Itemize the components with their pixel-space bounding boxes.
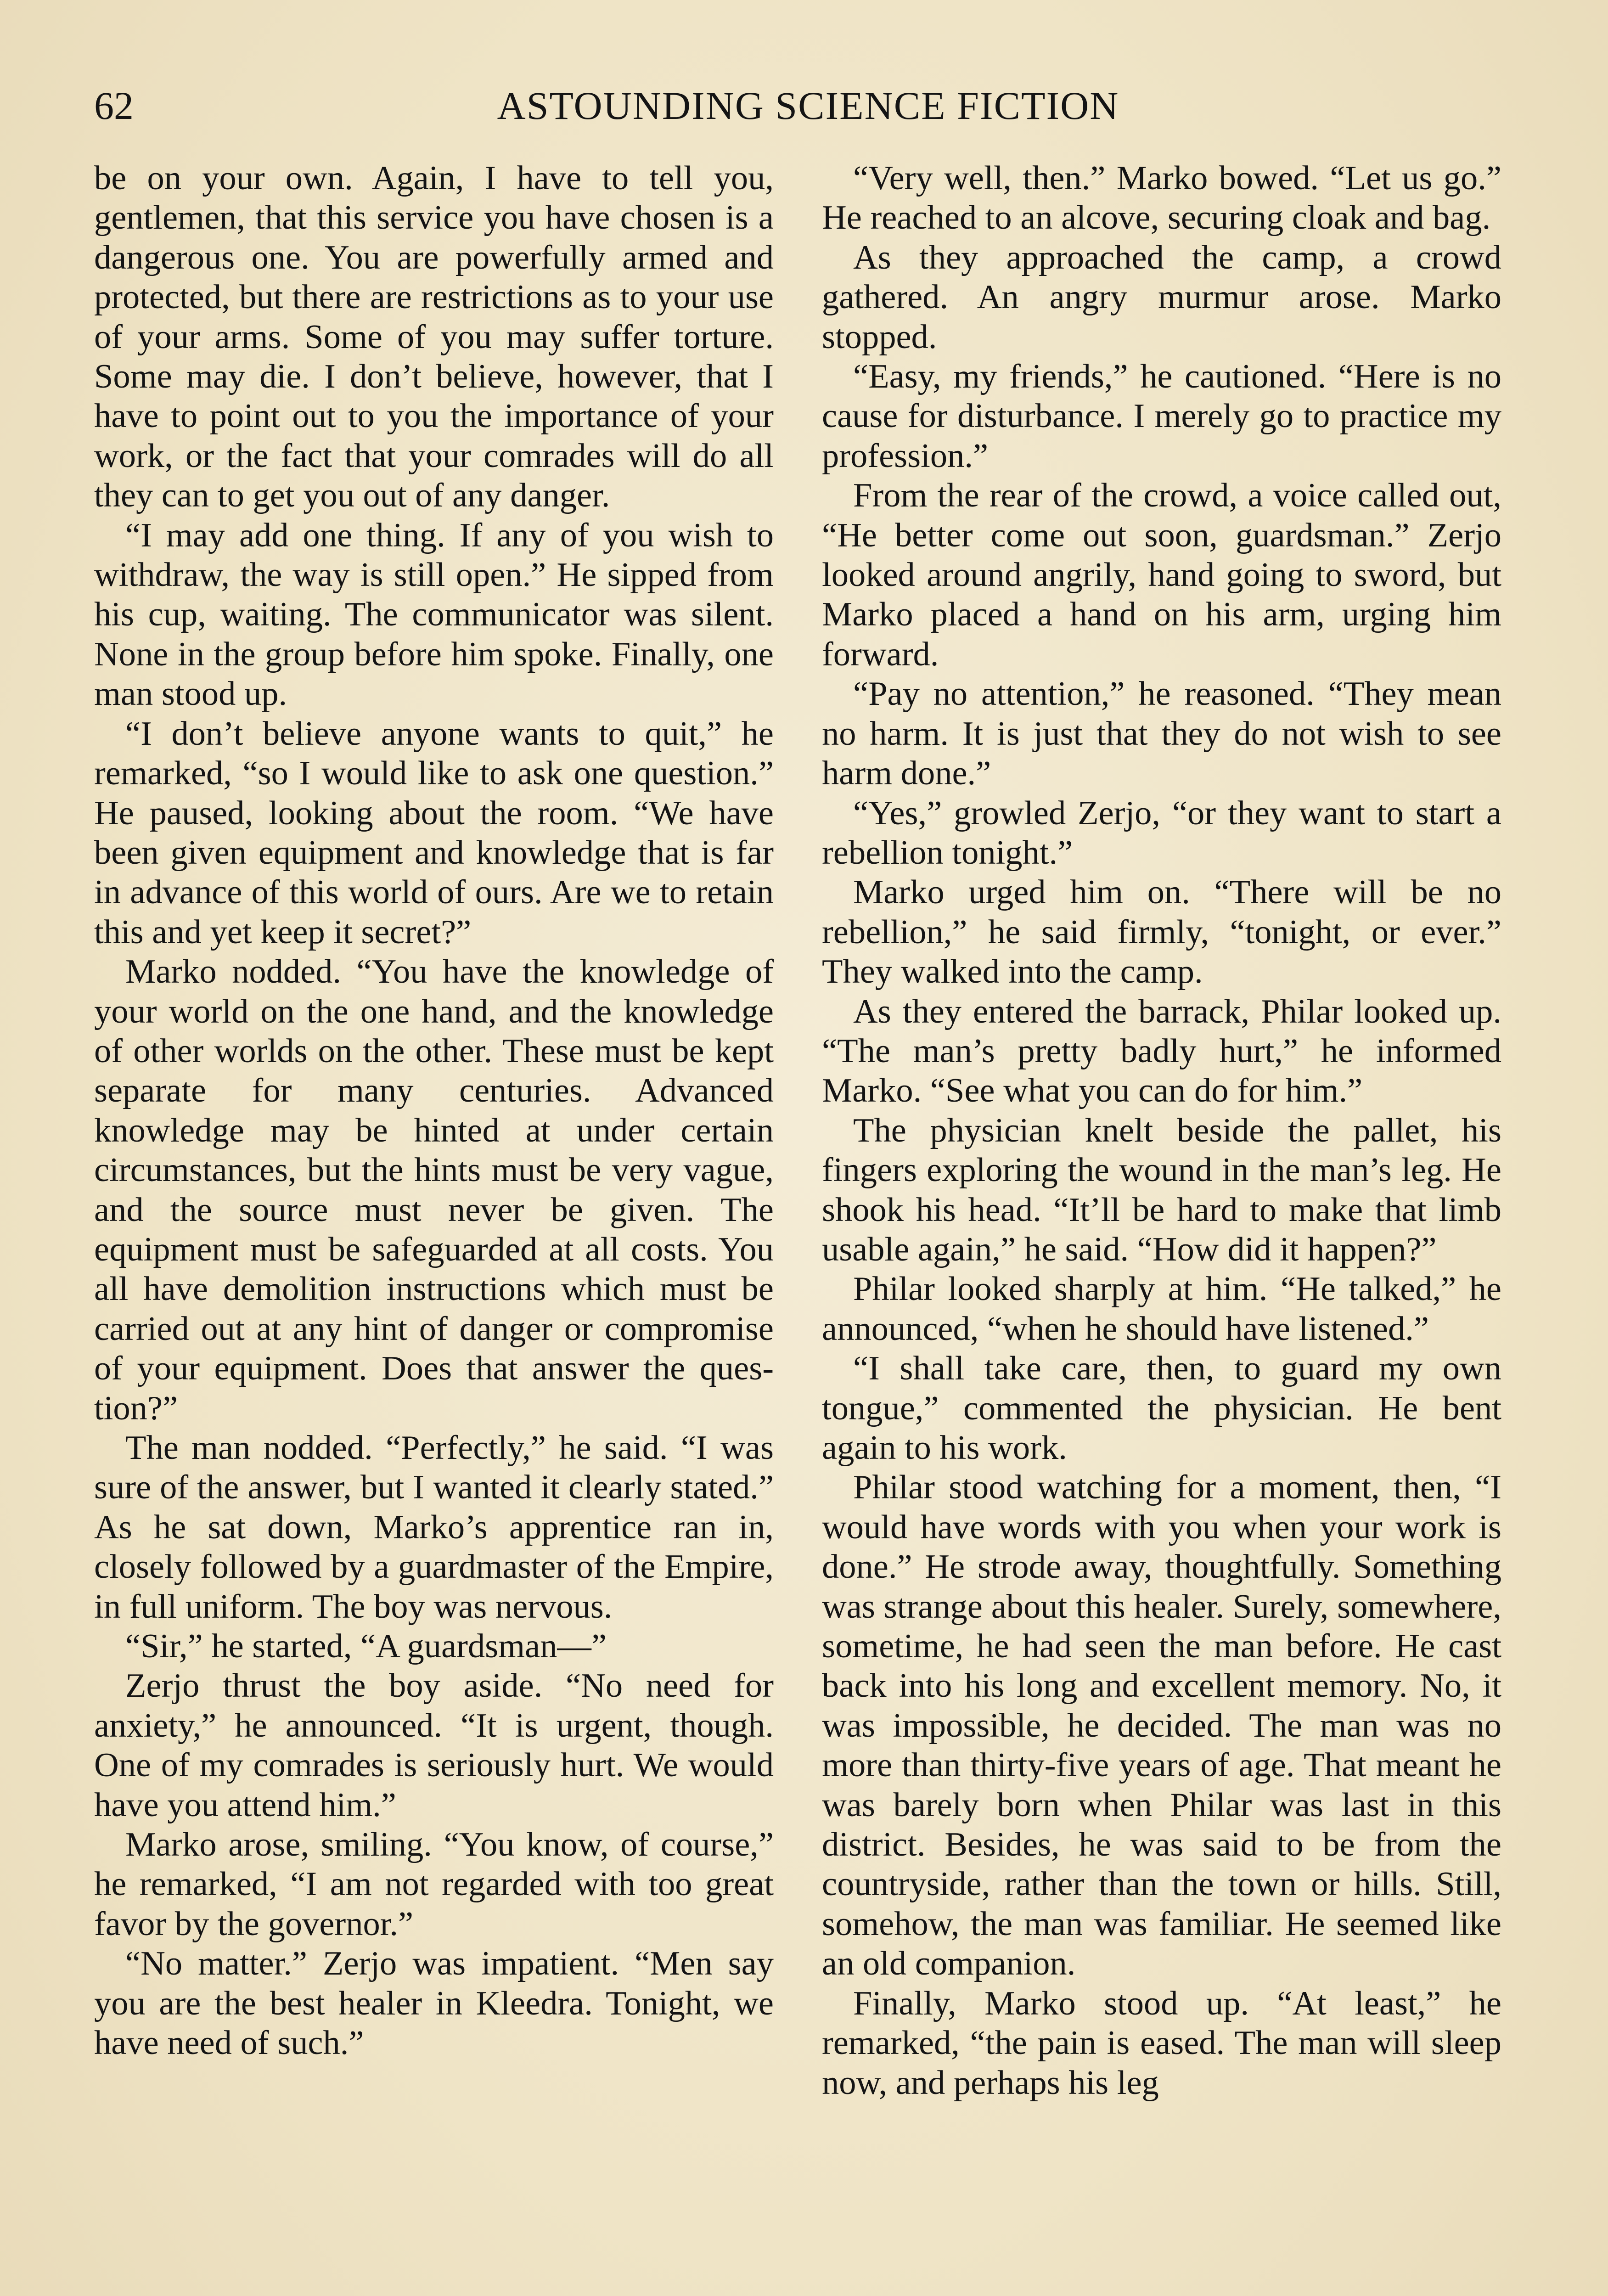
paragraph: “I don’t believe anyone wants to quit,” he remarked, “so I would like to ask one question.” He paused, looking about the room. “We have been given equipment and knowledge that is far in advance of this world of ours. Are we to retain this and yet keep it secret?”	[94, 715, 774, 951]
right-text-column	[822, 158, 1501, 2103]
paragraph: “I shall take care, then, to guard my own tongue,” commented the physician. He bent again to his work.	[822, 1350, 1501, 1467]
paragraph: From the rear of the crowd, a voice called out, “He better come out soon, guardsman.” Zerjo looked around angrily, hand going to sword, but Marko placed a hand on his arm, urging him forward.	[822, 477, 1501, 673]
paragraph: “Easy, my friends,” he cautioned. “Here is no cause for disturbance. I merely go to practice my profession.”	[822, 358, 1501, 475]
paragraph: Philar stood watching for a moment, then, “I would have words with you when your work is done.” He strode away, thoughtfully. Something was strange about this healer. Surely, somewhere, sometime, he had seen the man before. He cast back into his long and excellent memory. No, it was impossible, he decided. The man was no more than thirty-five years of age. That meant he was barely born when Philar was last in this district. Besides, he was said to be from the countryside, rather than the town or hills. Still, somehow, the man was familiar. He seemed like an old companion.	[822, 1469, 1501, 1983]
left-text-column	[94, 158, 774, 2063]
paragraph: “No matter.” Zerjo was impatient. “Men say you are the best healer in Kleedra. Tonight, we have need of such.”	[94, 1945, 774, 2062]
paragraph: Marko urged him on. “There will be no rebellion,” he said firmly, “tonight, or ever.” They walked into the camp.	[822, 873, 1501, 991]
paragraph: The man nodded. “Perfectly,” he said. “I was sure of the answer, but I wanted it clearly stated.” As he sat down, Marko’s apprentice ran in, closely followed by a guardmaster of the Empire, in full uniform. The boy was nervous.	[94, 1429, 774, 1626]
paragraph: Philar looked sharply at him. “He talked,” he announced, “when he should have listened.”	[822, 1270, 1501, 1348]
paragraph: be on your own. Again, I have to tell you, gentlemen, that this service you have chosen is a dangerous one. You are powerfully armed and protected, but there are restrictions as to your use of your arms. Some of you may suffer torture. Some may die. I don’t believe, however, that I have to point out to you the importance of your work, or the fact that your comrades will do all they can to get you out of any danger.	[94, 159, 774, 515]
paragraph: “Yes,” growled Zerjo, “or they want to start a rebellion tonight.”	[822, 794, 1501, 872]
paragraph: As they approached the camp, a crowd gathered. An angry murmur arose. Marko stopped.	[822, 238, 1501, 356]
paragraph: Marko nodded. “You have the knowledge of your world on the one hand, and the knowledge of other worlds on the other. These must be kept separate for many centuries. Advanced knowledge may be hinted at under certain circumstances, but the hints must be very vague, and the source must never be given. The equipment must be safeguarded at all costs. You all have demolition instructions which must be carried out at any hint of danger or compromise of your equipment. Does that answer the question?”	[94, 953, 774, 1427]
page-header	[94, 80, 1522, 131]
paragraph: “I may add one thing. If any of you wish to withdraw, the way is still open.” He sipped from his cup, waiting. The communicator was silent. None in the group before him spoke. Finally, one man stood up.	[94, 516, 774, 713]
paragraph: The physician knelt beside the pallet, his fingers exploring the wound in the man’s leg. He shook his head. “It’ll be hard to make that limb usable again,” he said. “How did it happen?”	[822, 1111, 1501, 1268]
paragraph: As they entered the barrack, Philar looked up. “The man’s pretty badly hurt,” he informed Marko. “See what you can do for him.”	[822, 992, 1501, 1110]
paragraph: Marko arose, smiling. “You know, of course,” he remarked, “I am not regarded with too great favor by the governor.”	[94, 1826, 774, 1943]
paragraph: Zerjo thrust the boy aside. “No need for anxiety,” he announced. “It is urgent, though. One of my comrades is seriously hurt. We would have you attend him.”	[94, 1667, 774, 1824]
paragraph: Finally, Marko stood up. “At least,” he remarked, “the pain is eased. The man will sleep now, and perhaps his leg	[822, 1984, 1501, 2102]
running-title: ASTOUNDING SCIENCE FICTION	[497, 84, 1119, 128]
page-number: 62	[94, 84, 134, 128]
paragraph: “Very well, then.” Marko bowed. “Let us go.” He reached to an alcove, securing cloak and bag.	[822, 159, 1501, 237]
paragraph: “Pay no attention,” he reasoned. “They mean no harm. It is just that they do not wish to see harm done.”	[822, 675, 1501, 793]
paragraph: “Sir,” he started, “A guardsman—”	[125, 1627, 607, 1666]
